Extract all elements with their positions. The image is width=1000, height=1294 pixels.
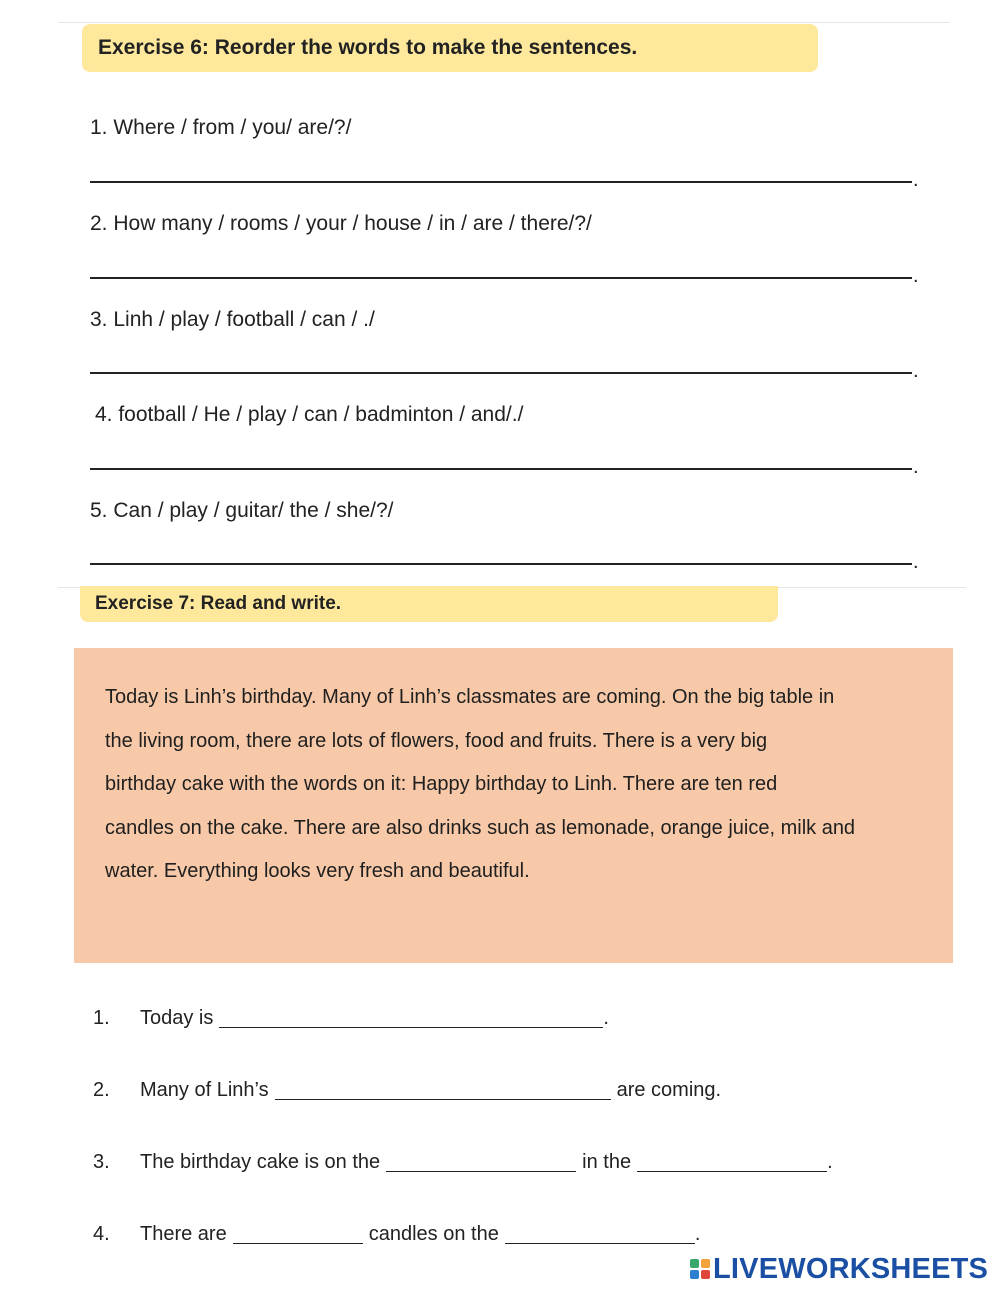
answer-line-4[interactable]: [90, 468, 912, 470]
exercise-6-question-4: 4. football / He / play / can / badminton / and/./: [95, 403, 524, 426]
question-text-end: .: [694, 1223, 701, 1245]
answer-line-1[interactable]: [90, 181, 912, 183]
passage-line: Today is Linh’s birthday. Many of Linh’s classmates are coming. On the big table in: [105, 686, 835, 708]
fill-blank[interactable]: [233, 1226, 363, 1244]
question-number: 1.: [93, 1007, 110, 1029]
exercise-6-question-3: 3. Linh / play / football / can / ./: [90, 308, 375, 331]
question-text: There are: [140, 1223, 227, 1245]
passage-line: birthday cake with the words on it: Happy birthday to Linh. There are ten red: [105, 773, 778, 795]
answer-line-2[interactable]: [90, 277, 912, 279]
fill-blank[interactable]: [219, 1010, 603, 1028]
reading-passage: [74, 648, 953, 963]
top-rule: [58, 22, 950, 23]
question-number: 3.: [93, 1151, 110, 1173]
exercise-6-title: Exercise 6: Reorder the words to make the sentences.: [82, 24, 818, 72]
answer-line-5-dot: .: [913, 551, 919, 573]
exercise-6-question-2: 2. How many / rooms / your / house / in / are / there/?/: [90, 212, 592, 235]
answer-line-3-dot: .: [913, 360, 919, 382]
answer-line-4-dot: .: [913, 456, 919, 478]
question-number: 2.: [93, 1079, 110, 1101]
question-text: The birthday cake is on the: [140, 1151, 381, 1173]
question-text-end: .: [603, 1007, 609, 1029]
exercise-6-question-5: 5. Can / play / guitar/ the / she/?/: [90, 499, 394, 522]
exercise-7-title: Exercise 7: Read and write.: [80, 586, 778, 622]
answer-line-5[interactable]: [90, 563, 912, 565]
question-text: Many of Linh’s: [140, 1079, 269, 1101]
fill-blank[interactable]: [275, 1082, 611, 1100]
fill-blank[interactable]: [637, 1154, 827, 1172]
passage-line: the living room, there are lots of flowers, food and fruits. There is a very big: [105, 729, 768, 752]
logo-grid-icon: [690, 1259, 710, 1279]
question-text-mid: candles on the: [368, 1223, 499, 1245]
exercise-6-question-1: 1. Where / from / you/ are/?/: [90, 116, 352, 139]
passage-line: candles on the cake. There are also drinks such as lemonade, orange juice, milk and: [105, 816, 856, 839]
passage-line: water. Everything looks very fresh and beautiful.: [105, 860, 530, 882]
question-number: 4.: [93, 1223, 110, 1245]
answer-line-2-dot: .: [913, 265, 919, 287]
fill-blank[interactable]: [505, 1226, 695, 1244]
liveworksheets-logo[interactable]: [690, 1252, 988, 1286]
fill-blank[interactable]: [386, 1154, 576, 1172]
question-text-end: are coming.: [616, 1079, 722, 1101]
answer-line-3[interactable]: [90, 372, 912, 374]
answer-line-1-dot: .: [913, 169, 919, 191]
logo-text: LIVEWORKSHEETS: [713, 1252, 989, 1285]
question-text-end: .: [827, 1151, 833, 1173]
question-text-mid: in the: [582, 1151, 632, 1173]
question-text: Today is: [140, 1007, 214, 1029]
